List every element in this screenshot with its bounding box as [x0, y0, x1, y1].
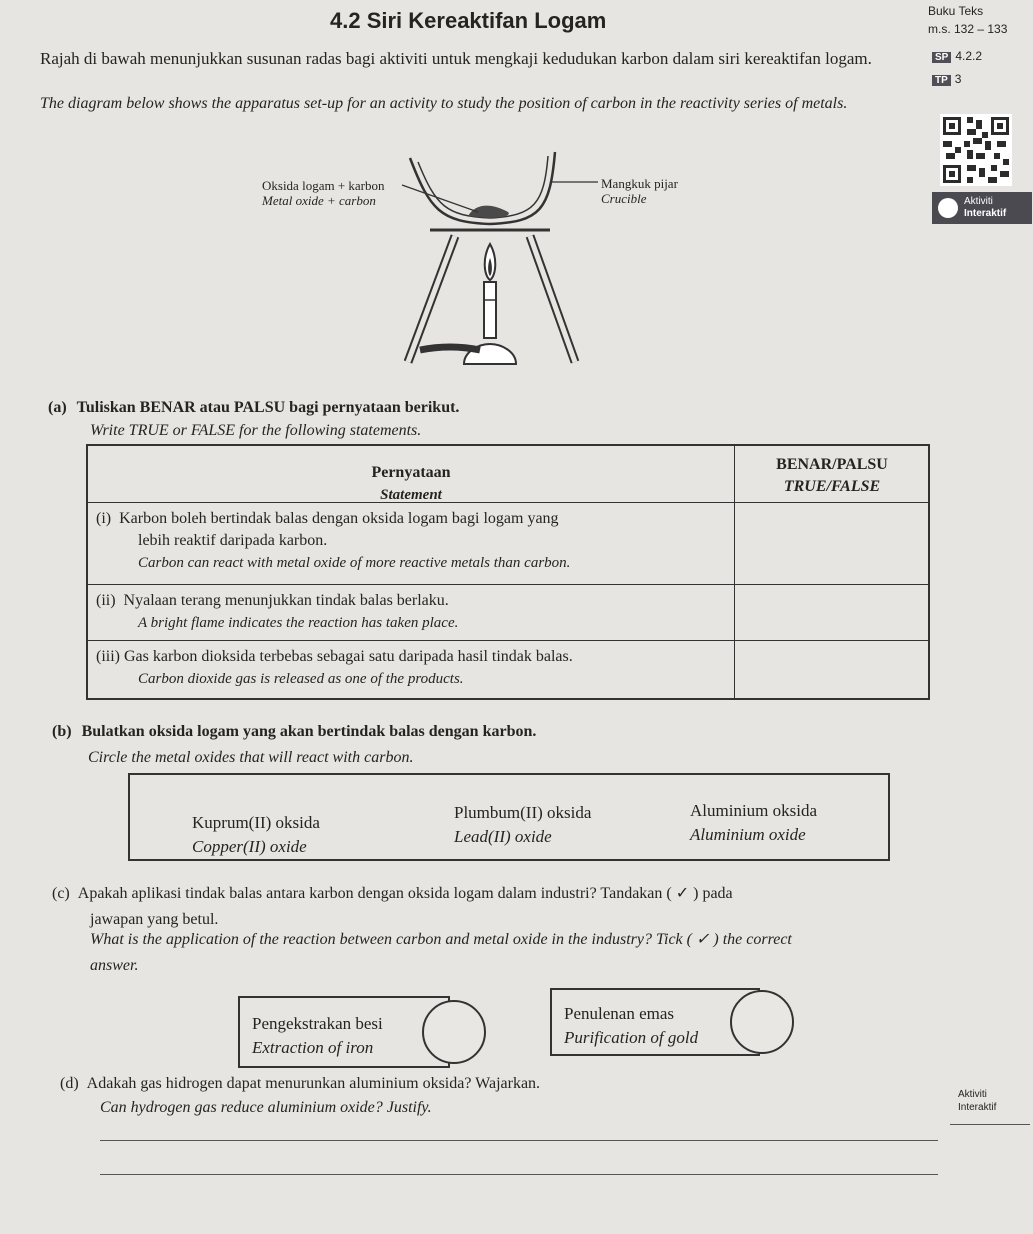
statement-table — [86, 444, 930, 700]
activity-icon — [938, 198, 958, 218]
book-label: Buku Teks — [928, 4, 984, 18]
question-d-english: Can hydrogen gas reduce aluminium oxide? Justify. — [100, 1099, 432, 1116]
table-row: (iii) Gas karbon dioksida terbebas sebagai satu daripada hasil tindak balas. Carbon dioxide gas is released as one of the products. — [96, 648, 573, 687]
sp-value: 4.2.2 — [955, 49, 983, 63]
option-purification-gold-box: Penulenan emas Purification of gold — [550, 988, 760, 1056]
apparatus-diagram — [250, 140, 710, 370]
table-row: (i) Karbon boleh bertindak balas dengan oksida logam bagi logam yang lebih reaktif daripada karbon. Carbon can react with metal oxide of more reactive metals than carbon. — [96, 510, 571, 571]
question-b: (b) Bulatkan oksida logam yang akan bertindak balas dengan karbon. — [52, 723, 537, 740]
tick-circle-extraction-iron[interactable] — [422, 1000, 486, 1064]
question-a-english: Write TRUE or FALSE for the following statements. — [90, 422, 422, 439]
table-row: (ii) Nyalaan terang menunjukkan tindak balas berlaku. A bright flame indicates the reaction has taken place. — [96, 592, 459, 631]
label-crucible: Mangkuk pijar Crucible — [601, 176, 678, 206]
tp-value: 3 — [954, 72, 962, 86]
question-d: (d) Adakah gas hidrogen dapat menurunkan aluminium oksida? Wajarkan. — [60, 1075, 541, 1092]
answer-line-2[interactable] — [100, 1174, 938, 1175]
label-metal-oxide-carbon: Oksida logam + karbon Metal oxide + carbon — [262, 178, 385, 208]
option-aluminium-oxide[interactable]: Aluminium oksida Aluminium oxide — [690, 801, 818, 844]
intro-malay: Rajah di bawah menunjukkan susunan radas bagi aktiviti untuk mengkaji kedudukan karbon dalam siri kereaktifan logam. — [40, 49, 872, 68]
answer-cell-2[interactable] — [738, 588, 928, 638]
tp-tag: TP — [932, 75, 951, 86]
sp-tag: SP — [932, 52, 951, 63]
option-copper-oxide[interactable]: Kuprum(II) oksida Copper(II) oxide — [192, 813, 320, 856]
answer-cell-3[interactable] — [738, 644, 928, 698]
book-reference — [928, 2, 1007, 38]
question-b-english: Circle the metal oxides that will react with carbon. — [88, 749, 414, 766]
answer-cell-1[interactable] — [738, 508, 928, 582]
tick-circle-purification-gold[interactable] — [730, 990, 794, 1054]
question-c: (c) Apakah aplikasi tindak balas antara karbon dengan oksida logam dalam industri? Tandakan ( ✓ ) pada jawapan yang betul. What is the application of the reaction between carbon and metal oxide in the industry? Tick ( ✓ ) the correct answer. — [52, 885, 792, 974]
page-reference: m.s. 132 – 133 — [928, 22, 1008, 36]
section-title: 4.2 Siri Kereaktifan Logam — [330, 8, 607, 33]
header-statement: Pernyataan Statement — [371, 464, 451, 503]
tp-reference — [932, 72, 961, 86]
metal-oxide-options-box — [128, 773, 890, 861]
intro-english: The diagram below shows the apparatus set-up for an activity to study the position of carbon in the reactivity series of metals. — [40, 95, 848, 112]
qr-code-icon[interactable] — [940, 114, 1012, 186]
gas-tube — [420, 347, 480, 350]
question-a: (a) Tuliskan BENAR atau PALSU bagi pernyataan berikut. — [48, 399, 460, 416]
badge-line-1: Aktiviti — [964, 196, 993, 207]
aktiviti-interaktif-label[interactable]: Aktiviti Interaktif — [958, 1089, 997, 1113]
option-extraction-iron-box: Pengekstrakan besi Extraction of iron — [238, 996, 450, 1068]
badge-line-2: Interaktif — [964, 208, 1007, 219]
answer-line-1[interactable] — [100, 1140, 938, 1141]
bunsen-burner — [484, 282, 496, 338]
metal-oxide-carbon-mixture — [468, 206, 509, 218]
sp-reference — [932, 49, 982, 63]
header-true-false: BENAR/PALSU TRUE/FALSE — [776, 456, 888, 495]
option-lead-oxide[interactable]: Plumbum(II) oksida Lead(II) oxide — [454, 803, 592, 846]
